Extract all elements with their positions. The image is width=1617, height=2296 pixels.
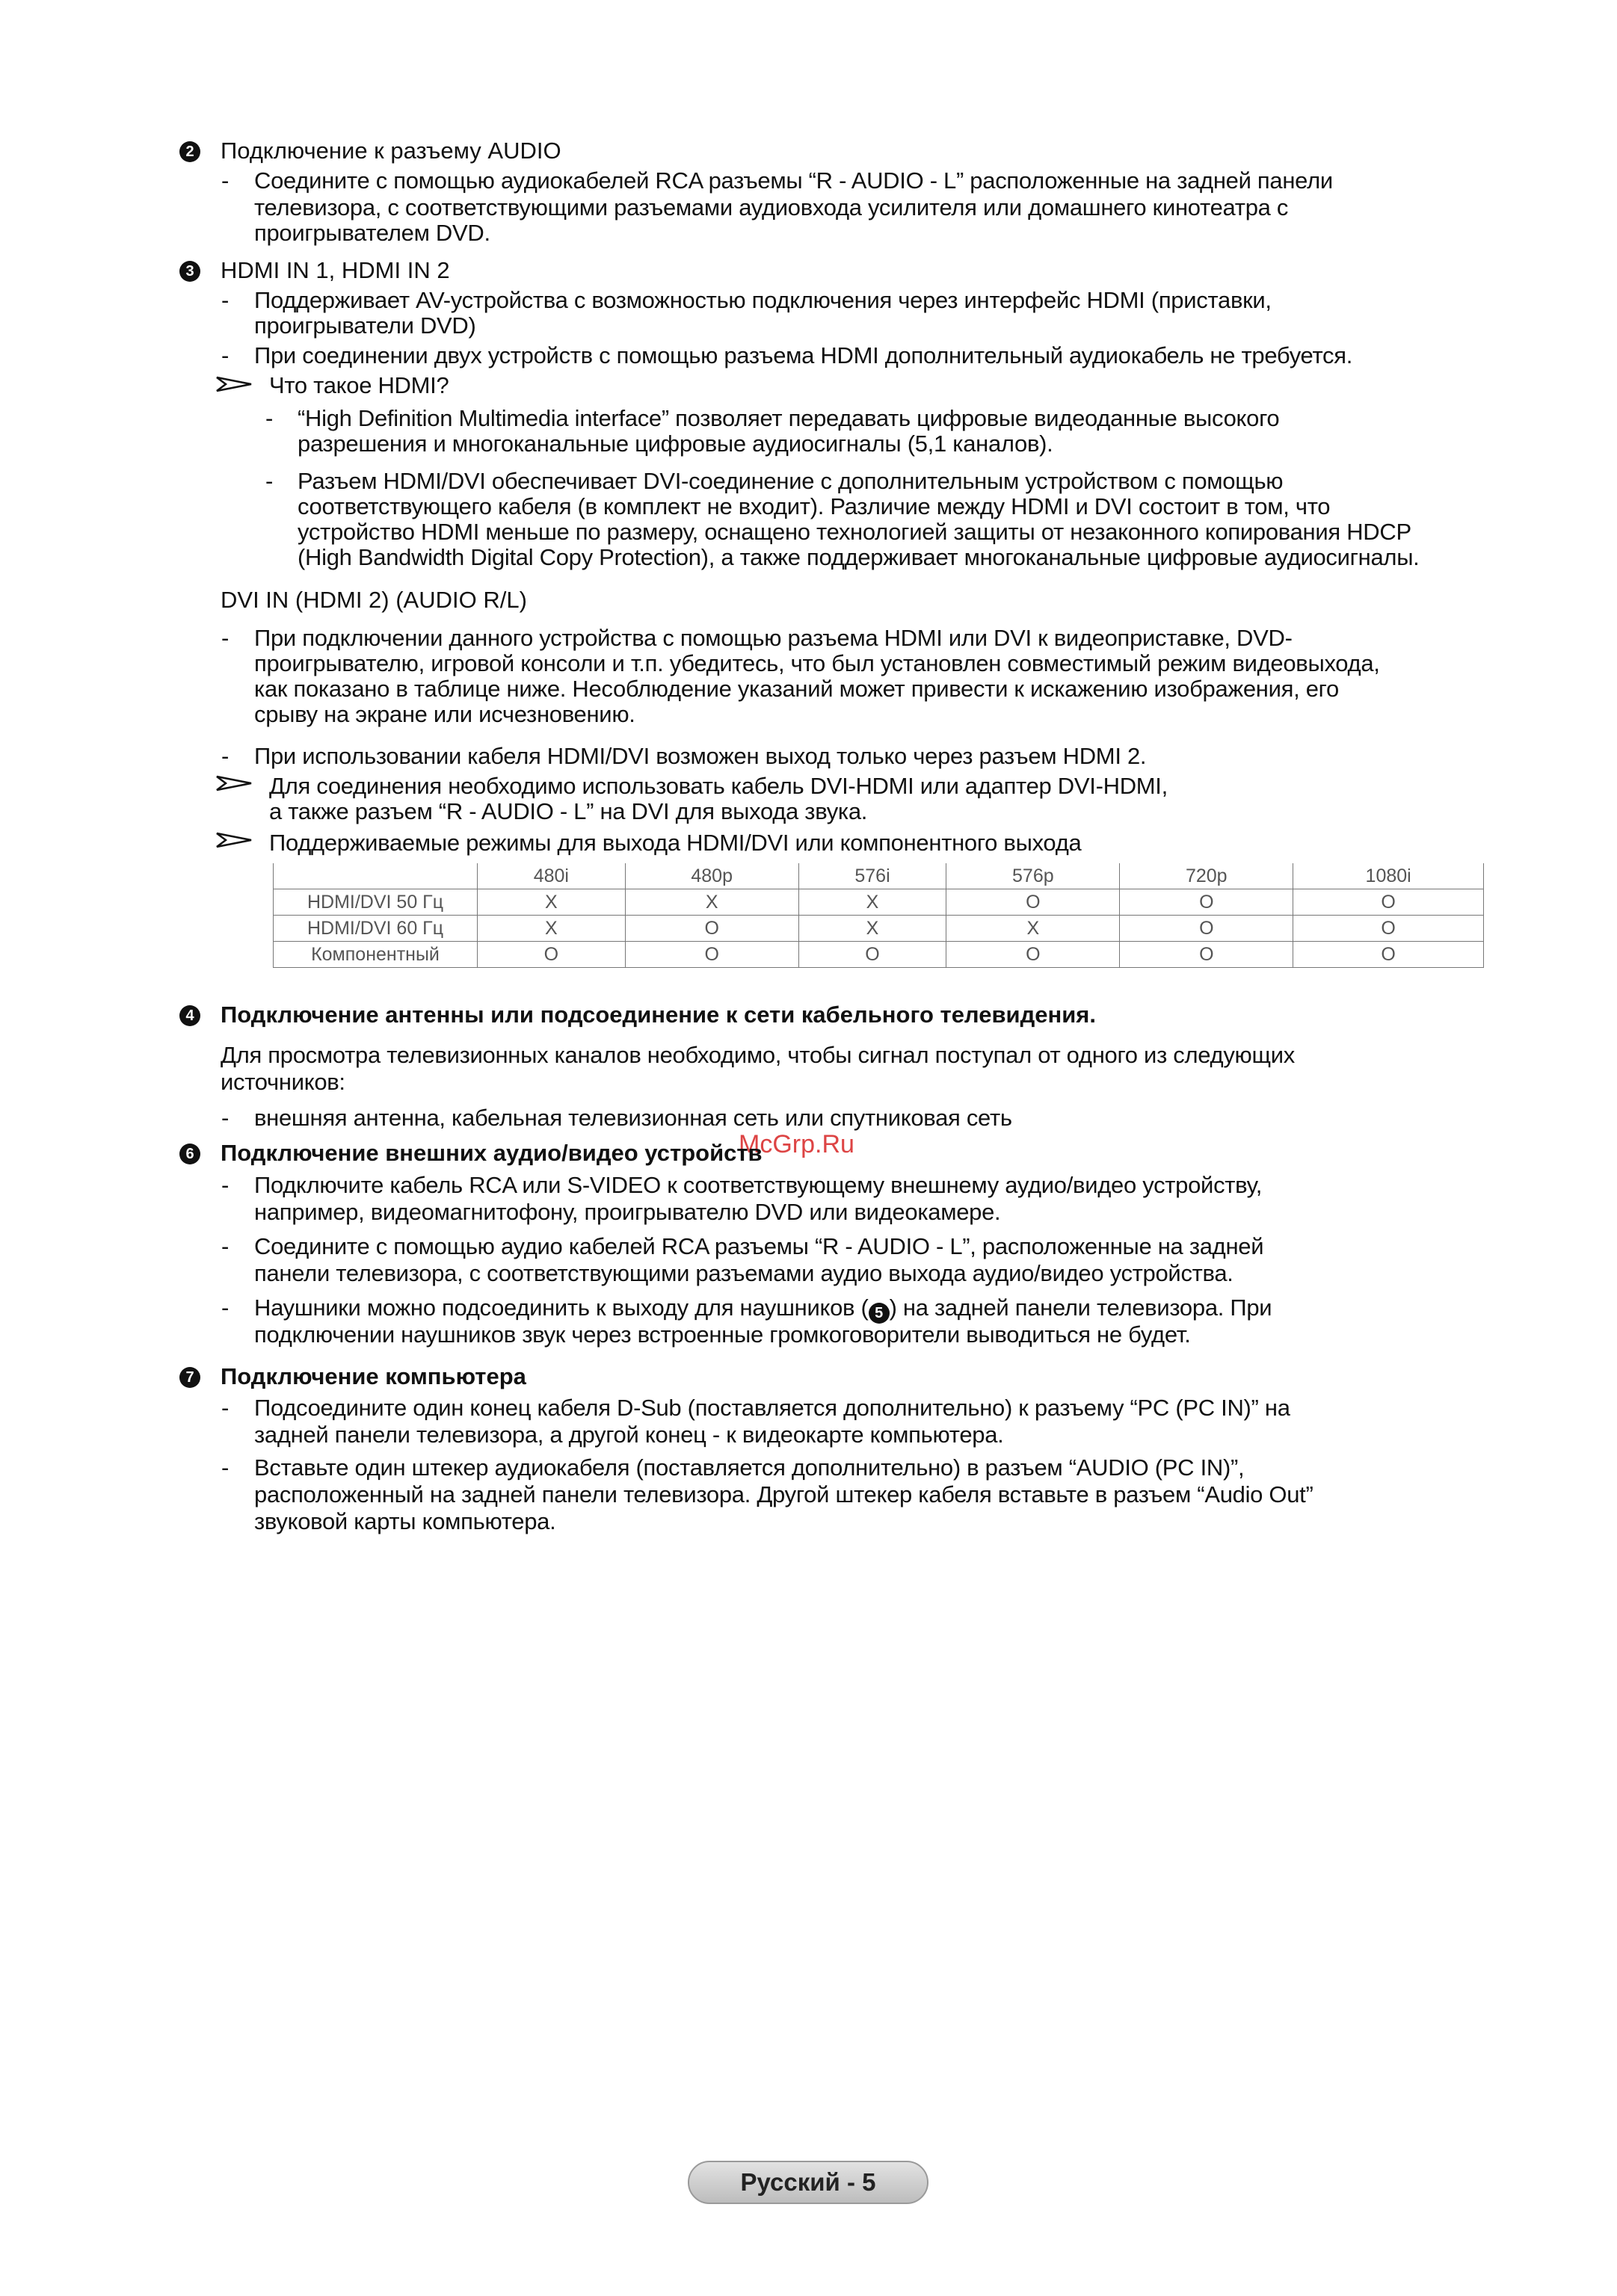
table-cell: X [946,916,1120,942]
table-header-cell: 1080i [1293,863,1484,889]
bullet-dash: - [221,1454,230,1481]
table-cell: HDMI/DVI 60 Гц [274,916,478,942]
text-line [254,1294,1272,1324]
bullet-dash: - [221,287,230,313]
text-fragment: Наушники можно подсоединить к выходу для наушников ( [254,1294,869,1321]
bullet-dash: - [265,405,274,431]
table-cell: O [1120,942,1293,968]
table-header-cell: 576p [946,863,1120,889]
text-line: например, видеомагнитофону, проигрывателю DVD или видеокамере. [254,1199,1001,1225]
table-cell: X [798,916,946,942]
section-number-badge: 4 [179,1005,200,1026]
bullet-dash: - [221,743,230,769]
text-line: Для соединения необходимо использовать кабель DVI-HDMI или адаптер DVI-HDMI, [269,773,1168,799]
table-header-cell: 480p [625,863,798,889]
text-line: проигрывателем DVD. [254,220,490,246]
section-title: Подключение внешних аудио/видео устройств [221,1140,763,1166]
text-line: срыву на экране или исчезновению. [254,701,635,727]
table-cell: O [625,942,798,968]
table-cell: O [946,942,1120,968]
section-number-badge: 3 [179,261,200,282]
text-line: разрешения и многоканальные цифровые аудиосигналы (5,1 каналов). [298,430,1053,457]
table-cell: O [625,916,798,942]
text-line: Подключите кабель RCA или S-VIDEO к соответствующему внешнему аудио/видео устройству, [254,1172,1263,1198]
text-line: Подсоедините один конец кабеля D-Sub (поставляется дополнительно) к разъему “PC (PC IN)” на [254,1395,1290,1421]
note-title: Что такое HDMI? [269,372,449,398]
table-cell: O [1293,942,1484,968]
section-title: HDMI IN 1, HDMI IN 2 [221,257,450,283]
text-line: “High Definition Multimedia interface” позволяет передавать цифровые видеоданные высокого [298,405,1280,431]
text-line: внешняя антенна, кабельная телевизионная сеть или спутниковая сеть [254,1105,1012,1131]
table-header-row [274,863,1484,889]
table-cell: X [478,889,626,916]
note-arrow-icon [215,375,253,393]
page-number-footer: Русский - 5 [688,2161,928,2204]
table-cell: X [625,889,798,916]
bullet-dash: - [221,1294,230,1321]
text-line: проигрыватели DVD) [254,312,476,339]
text-line: соответствующего кабеля (в комплект не входит). Различие между HDMI и DVI состоит в том, что [298,493,1331,519]
bullet-dash: - [265,468,274,494]
text-line: проигрывателю, игровой консоли и т.п. убедитесь, что был установлен совместимый режим видеовыхода, [254,650,1380,676]
text-line: подключении наушников звук через встроенные громкоговорители выводиться не будет. [254,1321,1191,1348]
text-line: панели телевизора, с соответствующими разъемами аудио выхода аудио/видео устройства. [254,1260,1233,1286]
text-line: При соединении двух устройств с помощью разъема HDMI дополнительный аудиокабель не требуется. [254,342,1353,368]
bullet-dash: - [221,1395,230,1421]
table-header-cell: 576i [798,863,946,889]
section-number-badge: 2 [179,141,200,162]
text-line: (High Bandwidth Digital Copy Protection), а также поддерживает многоканальные цифровые аудиосигналы. [298,544,1420,570]
section-number-badge: 7 [179,1367,200,1388]
section-number-badge: 6 [179,1144,200,1164]
table-cell: X [478,916,626,942]
table-row [274,942,1484,968]
section-title: Подключение компьютера [221,1363,526,1389]
bullet-dash: - [221,167,230,194]
table-cell: O [1293,916,1484,942]
output-modes-table [273,863,1484,968]
note-arrow-icon [215,774,253,792]
text-line: При использовании кабеля HDMI/DVI возможен выход только через разъем HDMI 2. [254,743,1147,769]
text-line: источников: [221,1069,345,1095]
text-line: как показано в таблице ниже. Несоблюдение указаний может привести к искажению изображения, его [254,676,1339,702]
text-line: расположенный на задней панели телевизора. Другой штекер кабеля вставьте в разъем “Audio Out” [254,1481,1313,1507]
text-line: телевизора, с соответствующими разъемами аудиовхода усилителя или домашнего кинотеатра с [254,194,1289,220]
table-cell: O [1120,889,1293,916]
text-line: Поддерживает AV-устройства с возможностью подключения через интерфейс HDMI (приставки, [254,287,1272,313]
watermark: McGrp.Ru [739,1130,854,1158]
text-line: звуковой карты компьютера. [254,1508,556,1534]
table-cell: O [798,942,946,968]
table-cell: HDMI/DVI 50 Гц [274,889,478,916]
table-header-cell: 480i [478,863,626,889]
section-title: Подключение антенны или подсоединение к сети кабельного телевидения. [221,1002,1096,1028]
text-fragment: ) на задней панели телевизора. При [889,1294,1272,1321]
text-line: Поддерживаемые режимы для выхода HDMI/DVI или компонентного выхода [269,830,1082,856]
table-header-cell: 720p [1120,863,1293,889]
bullet-dash: - [221,1172,230,1198]
text-line: При подключении данного устройства с помощью разъема HDMI или DVI к видеоприставке, DVD- [254,625,1293,651]
table-cell: X [798,889,946,916]
bullet-dash: - [221,342,230,368]
table-row [274,916,1484,942]
text-line: Вставьте один штекер аудиокабеля (поставляется дополнительно) в разъем “AUDIO (PC IN)”, [254,1454,1245,1481]
text-line: Соедините с помощью аудиокабелей RCA разъемы “R - AUDIO - L” расположенные на задней панели [254,167,1333,194]
table-cell: O [946,889,1120,916]
text-line: а также разъем “R - AUDIO - L” на DVI для выхода звука. [269,798,868,824]
text-line: устройство HDMI меньше по размеру, оснащено технологией защиты от незаконного копирования HDCP [298,519,1411,545]
table-cell: O [1293,889,1484,916]
table-header-cell [274,863,478,889]
text-line: Для просмотра телевизионных каналов необходимо, чтобы сигнал поступал от одного из следующих [221,1042,1295,1068]
table-cell: O [478,942,626,968]
bullet-dash: - [221,625,230,651]
text-line: Соедините с помощью аудио кабелей RCA разъемы “R - AUDIO - L”, расположенные на задней [254,1233,1264,1259]
bullet-dash: - [221,1105,230,1131]
subsection-title: DVI IN (HDMI 2) (AUDIO R/L) [221,587,527,613]
section-title: Подключение к разъему AUDIO [221,138,561,164]
bullet-dash: - [221,1233,230,1259]
text-line: Разъем HDMI/DVI обеспечивает DVI-соединение с дополнительным устройством с помощью [298,468,1284,494]
table-cell: Компонентный [274,942,478,968]
table-row [274,889,1484,916]
text-line: задней панели телевизора, а другой конец - к видеокарте компьютера. [254,1422,1004,1448]
note-arrow-icon [215,831,253,849]
table-cell: O [1120,916,1293,942]
headphones-number-badge: 5 [869,1303,890,1324]
